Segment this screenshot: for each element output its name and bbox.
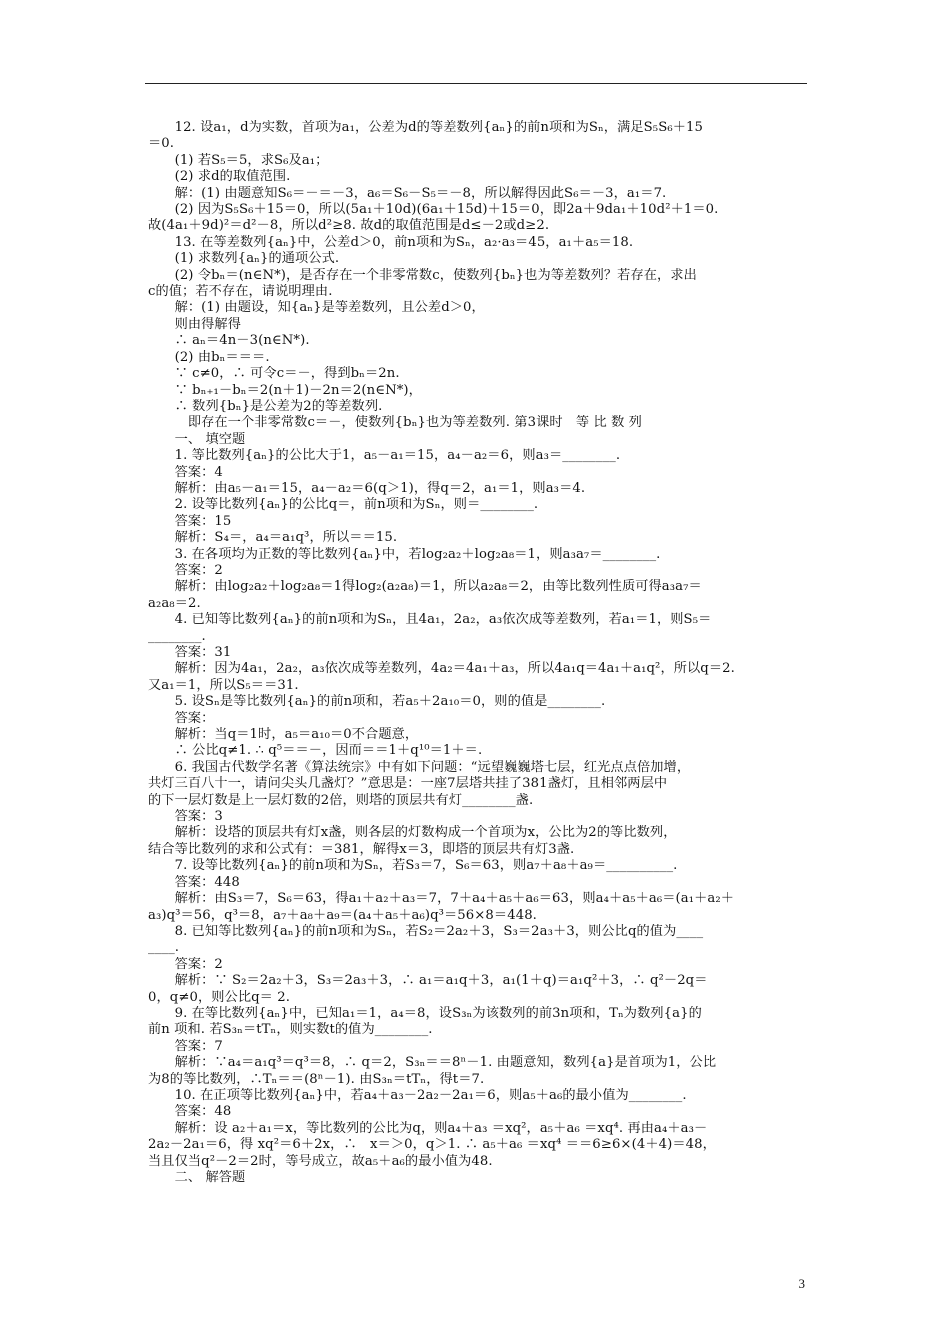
text-line: c的值；若不存在，请说明理由.: [148, 284, 333, 300]
text-line: 10. 在正项等比数列{aₙ}中，若a₄＋a₃－2a₂－2a₁＝6，则a₅＋a₆的最小值为________.: [148, 1087, 687, 1103]
header-rule: [145, 83, 807, 84]
text-line: 即存在一个非零常数c＝－，使数列{bₙ}也为等差数列. 第3课时 等 比 数 列: [148, 415, 642, 431]
text-line: 答案：: [148, 710, 215, 726]
text-line: 9. 在等比数列{aₙ}中，已知a₁＝1，a₄＝8，设S₃ₙ为该数列的前3n项和，Tₙ为数列{a}的: [148, 1005, 702, 1021]
text-line: (1) 求数列{aₙ}的通项公式.: [148, 251, 340, 267]
text-line: 结合等比数列的求和公式有：＝381，解得x＝3，即塔的顶层共有灯3盏.: [148, 841, 575, 857]
text-line: 6. 我国古代数学名著《算法统宗》中有如下问题：“远望巍巍塔七层，红光点点倍加增，: [148, 759, 691, 775]
text-line: 4. 已知等比数列{aₙ}的前n项和为Sₙ，且4a₁，2a₂，a₃依次成等差数列，若a₁＝1，则S₅＝: [148, 612, 712, 628]
text-line: 解析：由a₅－a₁＝15，a₄－a₂＝6(q＞1)，得q＝2，a₁＝1，则a₃＝4.: [148, 480, 586, 496]
text-line: 则由得解得: [148, 316, 242, 332]
page-number: 3: [798, 1276, 805, 1291]
text-line: 答案：3: [148, 809, 223, 825]
text-line: 2a₂－2a₁＝6，得 xq²＝6＋2x，∴ x＝＞0，q＞1. ∴ a₅＋a₆ ＝xq⁴ ＝＝6≥6×(4＋4)＝48，: [148, 1137, 716, 1153]
text-line: 答案：48: [148, 1104, 232, 1120]
text-line: 为8的等比数列，∴Tₙ＝＝(8ⁿ－1). 由S₃ₙ＝tTₙ，得t＝7.: [148, 1071, 485, 1087]
text-line: 共灯三百八十一，请问尖头几盏灯？”意思是：一座7层塔共挂了381盏灯，且相邻两层中: [148, 776, 668, 792]
text-line: 的下一层灯数是上一层灯数的2倍，则塔的顶层共有灯________盏.: [148, 792, 534, 808]
text-line: 解析：S₄＝，a₄＝a₁q³，所以＝＝15.: [148, 530, 398, 546]
text-line: (2) 因为S₅S₆＋15＝0，所以(5a₁＋10d)(6a₁＋15d)＋15＝0，即2a＋9da₁＋10d²＋1＝0.: [148, 202, 719, 218]
text-line: 5. 设Sₙ是等比数列{aₙ}的前n项和，若a₅＋2a₁₀＝0，则的值是________.: [148, 694, 606, 710]
text-line: 解析：由log₂a₂＋log₂a₈＝1得log₂(a₂a₈)＝1，所以a₂a₈＝2，由等比数列性质可得a₃a₇＝: [148, 579, 702, 595]
text-line: 答案：7: [148, 1038, 223, 1054]
text-line: ∵ c≠0，∴ 可令c＝－，得到bₙ＝2n.: [148, 366, 400, 382]
text-line: ∵ bₙ₊₁－bₙ＝2(n＋1)－2n＝2(n∈N*)，: [148, 382, 422, 398]
text-line: ________.: [148, 628, 206, 644]
text-line: (1) 若S₅＝5，求S₆及a₁；: [148, 152, 329, 168]
text-line: 8. 已知等比数列{aₙ}的前n项和为Sₙ，若S₂＝2a₂＋3，S₃＝2a₃＋3，则公比q的值为____: [148, 923, 704, 939]
text-line: (2) 由bₙ＝＝＝.: [148, 349, 270, 365]
text-line: (2) 令bₙ＝(n∈N*)，是否存在一个非零常数c，使数列{bₙ}也为等差数列？若存在，求出: [148, 267, 697, 283]
text-line: 答案：2: [148, 956, 223, 972]
text-line: 答案：4: [148, 464, 223, 480]
text-line: 7. 设等比数列{aₙ}的前n项和为Sₙ，若S₃＝7，S₆＝63，则a₇＋a₈＋a₉＝__________.: [148, 858, 678, 874]
text-line: 解析：当q＝1时，a₅＝a₁₀＝0不合题意，: [148, 727, 419, 743]
text-line: 前n 项和. 若S₃ₙ＝tTₙ，则实数t的值为________.: [148, 1022, 433, 1038]
text-line: 解：(1) 由题意知S₆＝－＝－3，a₆＝S₆－S₅＝－8，所以解得因此S₆＝－3，a₁＝7.: [148, 185, 667, 201]
text-line: 解析：∵ S₂＝2a₂＋3，S₃＝2a₃＋3，∴ a₁＝a₁q＋3，a₁(1＋q)＝a₁q²＋3，∴ q²－2q＝: [148, 973, 708, 989]
text-line: ____.: [148, 940, 180, 956]
text-line: 又a₁＝1，所以S₅＝＝31.: [148, 677, 299, 693]
text-line: 当且仅当q²－2＝2时，等号成立，故a₅＋a₆的最小值为48.: [148, 1153, 493, 1169]
text-line: 解析：因为4a₁，2a₂，a₃依次成等差数列，4a₂＝4a₁＋a₃，所以4a₁q＝4a₁＋a₁q²，所以q＝2.: [148, 661, 735, 677]
text-line: 12. 设a₁，d为实数，首项为a₁，公差为d的等差数列{aₙ}的前n项和为Sₙ，满足S₅S₆＋15: [148, 120, 703, 135]
text-line: 2. 设等比数列{aₙ}的公比q＝，前n项和为Sₙ，则＝________.: [148, 497, 539, 513]
text-line: 解析：∵a₄＝a₁q³＝q³＝8，∴ q＝2，S₃ₙ＝＝8ⁿ－1. 由题意知，数列{a}是首项为1，公比: [148, 1055, 717, 1071]
text-line: 解：(1) 由题设，知{aₙ}是等差数列，且公差d＞0，: [148, 300, 485, 316]
text-line: ∴ 公比q≠1. ∴ q⁵＝＝－，因而＝＝1＋q¹⁰＝1＋＝.: [148, 743, 483, 759]
text-line: 一、 填空题: [148, 431, 246, 447]
text-line: 解析：由S₃＝7，S₆＝63，得a₁＋a₂＋a₃＝7，7＋a₄＋a₅＋a₆＝63，则a₄＋a₅＋a₆＝(a₁＋a₂＋: [148, 891, 735, 907]
text-line: (2) 求d的取值范围.: [148, 169, 291, 185]
text-line: 答案：15: [148, 513, 232, 529]
text-line: 3. 在各项均为正数的等比数列{aₙ}中，若log₂a₂＋log₂a₈＝1，则a₃a₇＝________.: [148, 546, 661, 562]
text-line: 答案：31: [148, 645, 232, 660]
text-line: 解析：设 a₂＋a₁＝x，等比数列的公比为q，则a₄＋a₃ ＝xq²，a₅＋a₆ ＝xq⁴. 再由a₄＋a₃－: [148, 1120, 708, 1136]
text-line: 二、 解答题: [148, 1170, 246, 1185]
text-line: 故(4a₁＋9d)²＝d²－8，所以d²≥8. 故d的取值范围是d≤－2或d≥2.: [148, 218, 550, 234]
text-line: 0，q≠0，则公比q＝ 2.: [148, 989, 291, 1005]
text-line: 13. 在等差数列{aₙ}中，公差d＞0，前n项和为Sₙ，a₂·a₃＝45，a₁＋a₅＝18.: [148, 234, 634, 250]
document-body: [148, 120, 808, 1186]
text-line: 答案：2: [148, 562, 223, 578]
text-line: a₃)q³＝56，q³＝8，a₇＋a₈＋a₉＝(a₄＋a₅＋a₆)q³＝56×8＝448.: [148, 907, 537, 923]
text-line: ∴ aₙ＝4n－3(n∈N*).: [148, 333, 310, 349]
text-line: 答案：448: [148, 874, 240, 890]
text-line: ＝0.: [148, 136, 175, 152]
text-line: 1. 等比数列{aₙ}的公比大于1，a₅－a₁＝15，a₄－a₂＝6，则a₃＝________.: [148, 448, 621, 464]
text-line: ∴ 数列{bₙ}是公差为2的等差数列.: [148, 398, 383, 414]
text-line: 解析：设塔的顶层共有灯x盏，则各层的灯数构成一个首项为x，公比为2的等比数列，: [148, 825, 677, 841]
text-line: a₂a₈＝2.: [148, 595, 201, 611]
